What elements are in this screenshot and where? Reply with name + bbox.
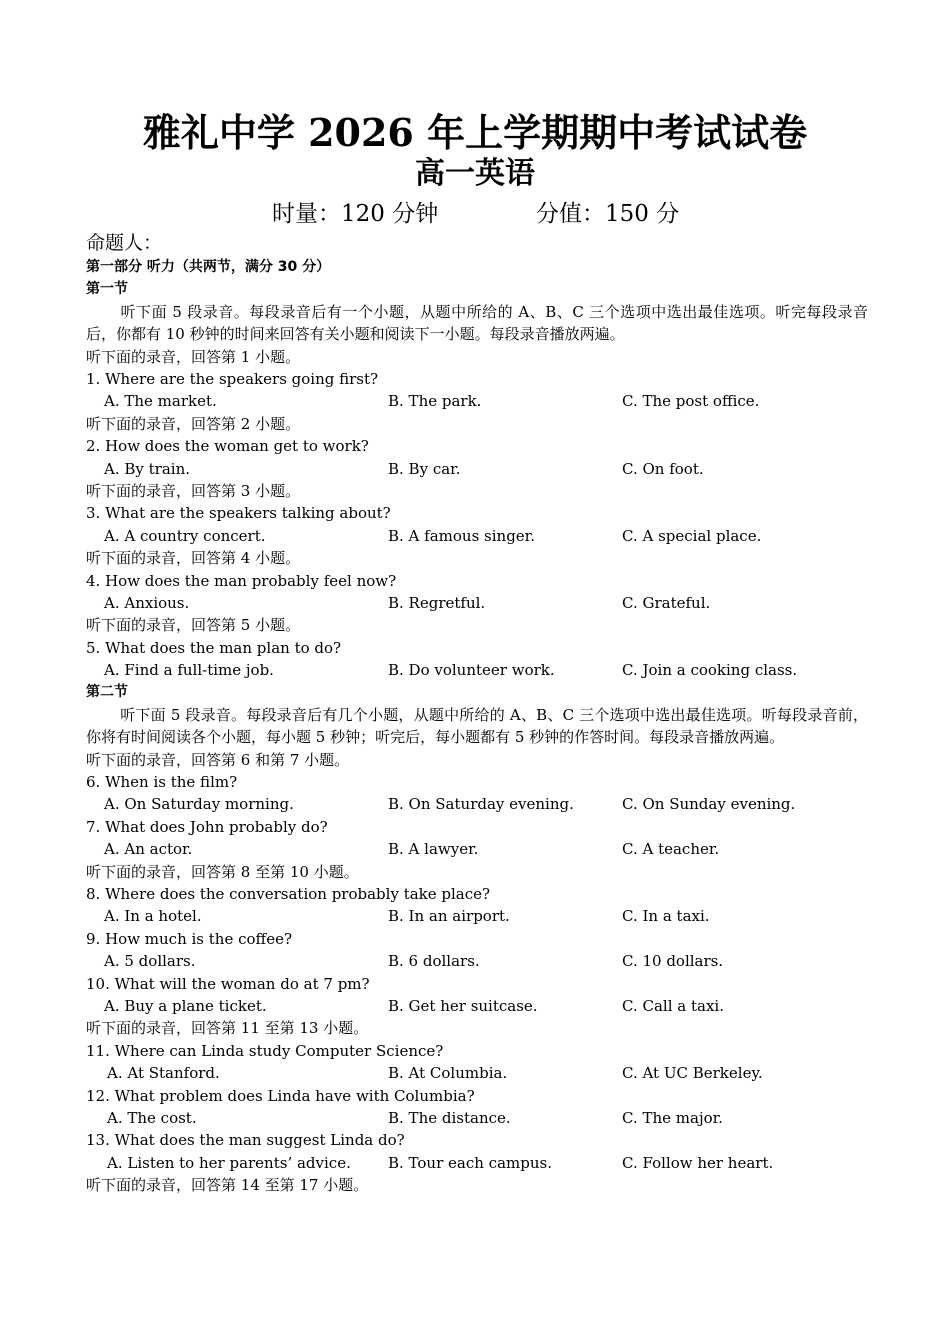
question-text: 2. How does the woman get to work? bbox=[86, 437, 369, 456]
option-c: C. Call a taxi. bbox=[622, 996, 724, 1015]
option-b: B. Get her suitcase. bbox=[388, 996, 538, 1015]
option-a: A. The cost. bbox=[107, 1108, 197, 1127]
option-c: C. Follow her heart. bbox=[622, 1153, 774, 1172]
question-text: 12. What problem does Linda have with Columbia? bbox=[86, 1086, 475, 1105]
exam-author: 命题人： bbox=[86, 232, 163, 254]
section-heading: 第一节 bbox=[86, 281, 128, 298]
option-b: B. A lawyer. bbox=[388, 840, 479, 859]
option-row bbox=[86, 659, 868, 681]
exam-subject: 高一英语 bbox=[415, 156, 535, 191]
option-c: C. Grateful. bbox=[622, 593, 711, 612]
option-a: A. The market. bbox=[104, 392, 217, 411]
option-row bbox=[86, 1107, 868, 1129]
listening-prompt: 听下面的录音，回答第 14 至第 17 小题。 bbox=[86, 1176, 369, 1195]
option-b: B. Tour each campus. bbox=[388, 1153, 552, 1172]
option-c: C. On foot. bbox=[622, 459, 704, 478]
option-c: C. A special place. bbox=[622, 526, 762, 545]
question-text: 1. Where are the speakers going first? bbox=[86, 369, 379, 388]
option-a: A. 5 dollars. bbox=[104, 952, 196, 971]
option-b: B. The park. bbox=[388, 392, 482, 411]
exam-total-score: 分值：150 分 bbox=[536, 201, 680, 227]
option-b: B. Do volunteer work. bbox=[388, 661, 555, 680]
option-c: C. The major. bbox=[622, 1108, 723, 1127]
section-instructions: 听下面 5 段录音。每段录音后有几个小题，从题中所给的 A、B、C 三个选项中选出最佳选项。听每段录音前，你将有时间阅读各个小题，每小题 5 秒钟；听完后，每小题都有 5 秒钟的作答时间。每段录音播放两遍。 bbox=[86, 705, 868, 747]
option-b: B. In an airport. bbox=[388, 907, 510, 926]
question-text: 10. What will the woman do at 7 pm? bbox=[86, 974, 370, 993]
option-b: B. Regretful. bbox=[388, 593, 486, 612]
option-row bbox=[86, 592, 868, 614]
option-a: A. By train. bbox=[104, 459, 191, 478]
option-b: B. On Saturday evening. bbox=[388, 795, 574, 814]
question-text: 8. Where does the conversation probably take place? bbox=[86, 885, 491, 903]
option-a: A. A country concert. bbox=[104, 526, 266, 545]
option-row bbox=[86, 950, 868, 972]
option-c: C. Join a cooking class. bbox=[622, 661, 798, 680]
option-b: B. At Columbia. bbox=[388, 1064, 508, 1083]
option-b: B. The distance. bbox=[388, 1108, 511, 1127]
part-heading: 第一部分 听力（共两节，满分 30 分） bbox=[86, 259, 331, 275]
option-a: A. At Stanford. bbox=[107, 1064, 220, 1083]
option-row bbox=[86, 1152, 868, 1174]
option-c: C. At UC Berkeley. bbox=[622, 1064, 763, 1083]
option-a: A. Listen to her parents’ advice. bbox=[107, 1153, 351, 1172]
section-heading: 第二节 bbox=[86, 684, 128, 701]
option-c: C. In a taxi. bbox=[622, 907, 710, 926]
exam-title: 雅礼中学 2026 年上学期期中考试试卷 bbox=[142, 110, 808, 155]
option-row bbox=[86, 1062, 868, 1084]
question-text: 3. What are the speakers talking about? bbox=[86, 504, 391, 523]
option-row bbox=[86, 995, 868, 1017]
option-row bbox=[86, 793, 868, 815]
option-a: A. Buy a plane ticket. bbox=[104, 996, 267, 1015]
exam-duration: 时量：120 分钟 bbox=[272, 201, 439, 227]
question-text: 11. Where can Linda study Computer Science? bbox=[86, 1041, 444, 1060]
option-b: B. A famous singer. bbox=[388, 526, 535, 545]
listening-prompt: 听下面的录音，回答第 6 和第 7 小题。 bbox=[86, 750, 350, 769]
option-c: C. On Sunday evening. bbox=[622, 795, 796, 814]
section-instructions: 听下面 5 段录音。每段录音后有一个小题，从题中所给的 A、B、C 三个选项中选出最佳选项。听完每段录音后，你都有 10 秒钟的时间来回答有关小题和阅读下一小题。每段录音播放两遍。 bbox=[86, 302, 868, 344]
option-row bbox=[86, 905, 868, 927]
option-a: A. Find a full-time job. bbox=[104, 661, 274, 680]
option-a: A. In a hotel. bbox=[104, 907, 202, 926]
question-text: 9. How much is the coffee? bbox=[86, 929, 292, 948]
exam-meta bbox=[0, 196, 950, 232]
option-row bbox=[86, 838, 868, 860]
option-c: C. 10 dollars. bbox=[622, 952, 724, 971]
option-row bbox=[86, 458, 868, 480]
listening-prompt: 听下面的录音，回答第 1 小题。 bbox=[86, 347, 301, 366]
listening-prompt: 听下面的录音，回答第 5 小题。 bbox=[86, 616, 301, 635]
question-text: 5. What does the man plan to do? bbox=[86, 638, 342, 657]
question-text: 7. What does John probably do? bbox=[86, 817, 328, 836]
question-text: 4. How does the man probably feel now? bbox=[86, 571, 397, 590]
listening-prompt: 听下面的录音，回答第 3 小题。 bbox=[86, 481, 301, 500]
option-b: B. By car. bbox=[388, 459, 461, 478]
listening-prompt: 听下面的录音，回答第 2 小题。 bbox=[86, 414, 301, 433]
option-a: A. On Saturday morning. bbox=[104, 795, 294, 814]
listening-prompt: 听下面的录音，回答第 8 至第 10 小题。 bbox=[86, 862, 359, 881]
option-c: C. The post office. bbox=[622, 392, 760, 411]
option-a: A. An actor. bbox=[104, 840, 193, 859]
option-row bbox=[86, 390, 868, 412]
question-text: 6. When is the film? bbox=[86, 773, 238, 792]
exam-body bbox=[86, 256, 868, 1196]
option-c: C. A teacher. bbox=[622, 840, 720, 859]
option-row bbox=[86, 525, 868, 547]
option-b: B. 6 dollars. bbox=[388, 952, 480, 971]
option-a: A. Anxious. bbox=[104, 593, 190, 612]
listening-prompt: 听下面的录音，回答第 11 至第 13 小题。 bbox=[86, 1019, 369, 1038]
question-text: 13. What does the man suggest Linda do? bbox=[86, 1131, 405, 1150]
listening-prompt: 听下面的录音，回答第 4 小题。 bbox=[86, 549, 301, 568]
